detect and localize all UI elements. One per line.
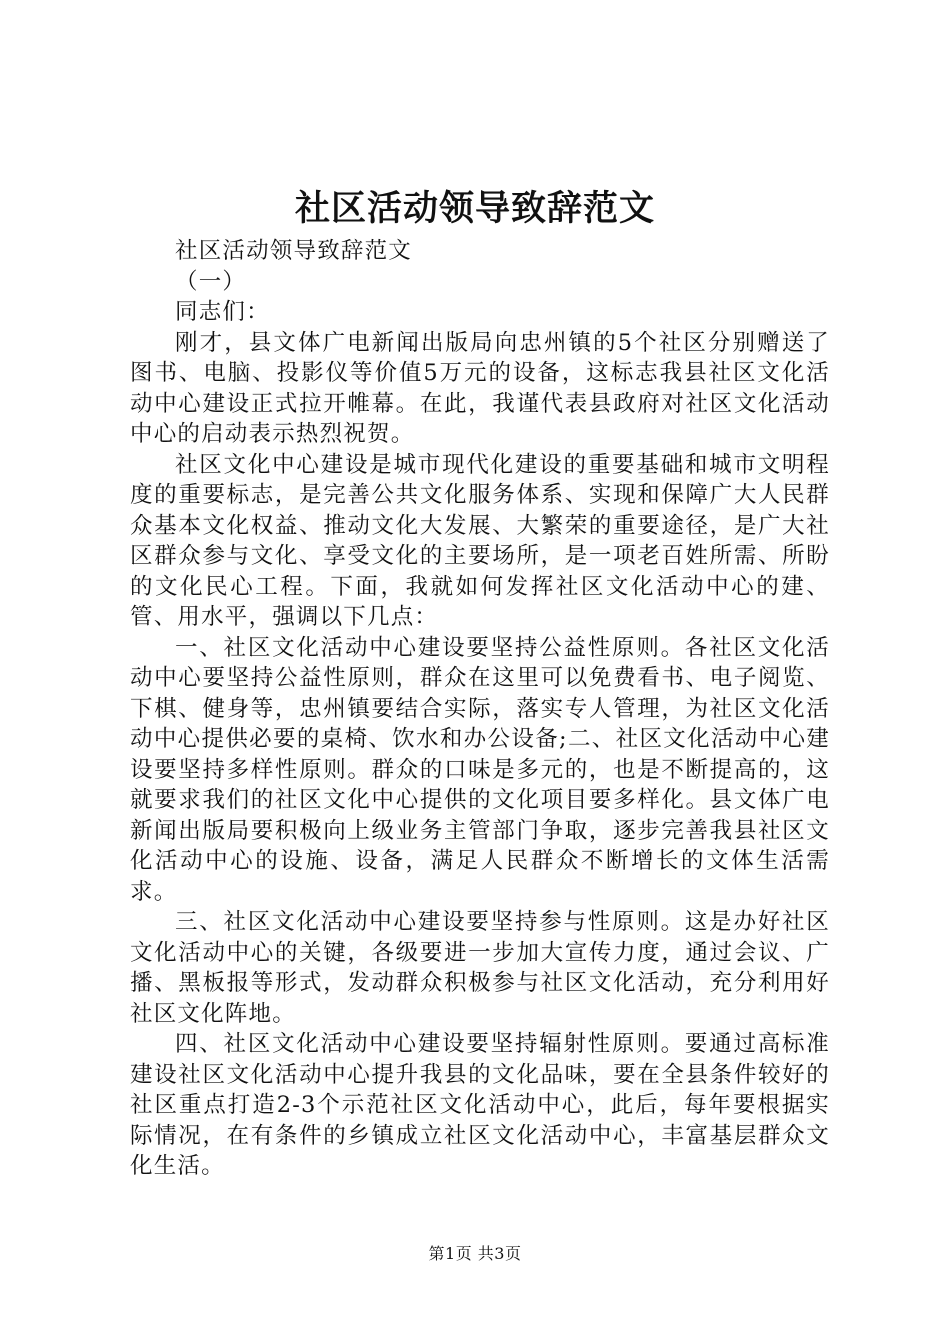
document-body <box>130 236 830 1182</box>
body-paragraph: 刚才，县文体广电新闻出版局向忠州镇的5个社区分别赠送了图书、电脑、投影仪等价值5万元的设备，这标志我县社区文化活动中心建设正式拉开帷幕。在此，我谨代表县政府对社区文化活动中心的启动表示热烈祝贺。 <box>130 329 830 447</box>
page-footer: 第1页 共3页 <box>428 1244 522 1263</box>
salutation-paragraph: 同志们： <box>175 299 270 325</box>
body-paragraph: 三、社区文化活动中心建设要坚持参与性原则。这是办好社区文化活动中心的关键，各级要进一步加大宣传力度，通过会议、广播、黑板报等形式，发动群众积极参与社区文化活动，充分利用好社区文化阵地。 <box>130 909 830 1027</box>
subtitle-paragraph: 社区活动领导致辞范文 <box>175 238 413 264</box>
body-paragraph: 一、社区文化活动中心建设要坚持公益性原则。各社区文化活动中心要坚持公益性原则，群众在这里可以免费看书、电子阅览、下棋、健身等，忠州镇要结合实际，落实专人管理，为社区文化活动中心提供必要的桌椅、饮水和办公设备;二、社区文化活动中心建设要坚持多样性原则。群众的口味是多元的，也是不断提高的，这就要求我们的社区文化中心提供的文化项目要多样化。县文体广电新闻出版局要积极向上级业务主管部门争取，逐步完善我县社区文化活动中心的设施、设备，满足人民群众不断增长的文体生活需求。 <box>130 634 830 905</box>
body-paragraph: 四、社区文化活动中心建设要坚持辐射性原则。要通过高标准建设社区文化活动中心提升我县的文化品味，要在全县条件较好的社区重点打造2-3个示范社区文化活动中心，此后，每年要根据实际情况，在有条件的乡镇成立社区文化活动中心，丰富基层群众文化生活。 <box>130 1031 830 1179</box>
page-title: 社区活动领导致辞范文 <box>294 188 655 229</box>
section-number-paragraph: （一） <box>175 268 247 295</box>
body-paragraph: 社区文化中心建设是城市现代化建设的重要基础和城市文明程度的重要标志，是完善公共文化服务体系、实现和保障广大人民群众基本文化权益、推动文化大发展、大繁荣的重要途径，是广大社区群众参与文化、享受文化的主要场所，是一项老百姓所需、所盼的文化民心工程。下面，我就如何发挥社区文化活动中心的建、管、用水平，强调以下几点： <box>130 451 830 630</box>
